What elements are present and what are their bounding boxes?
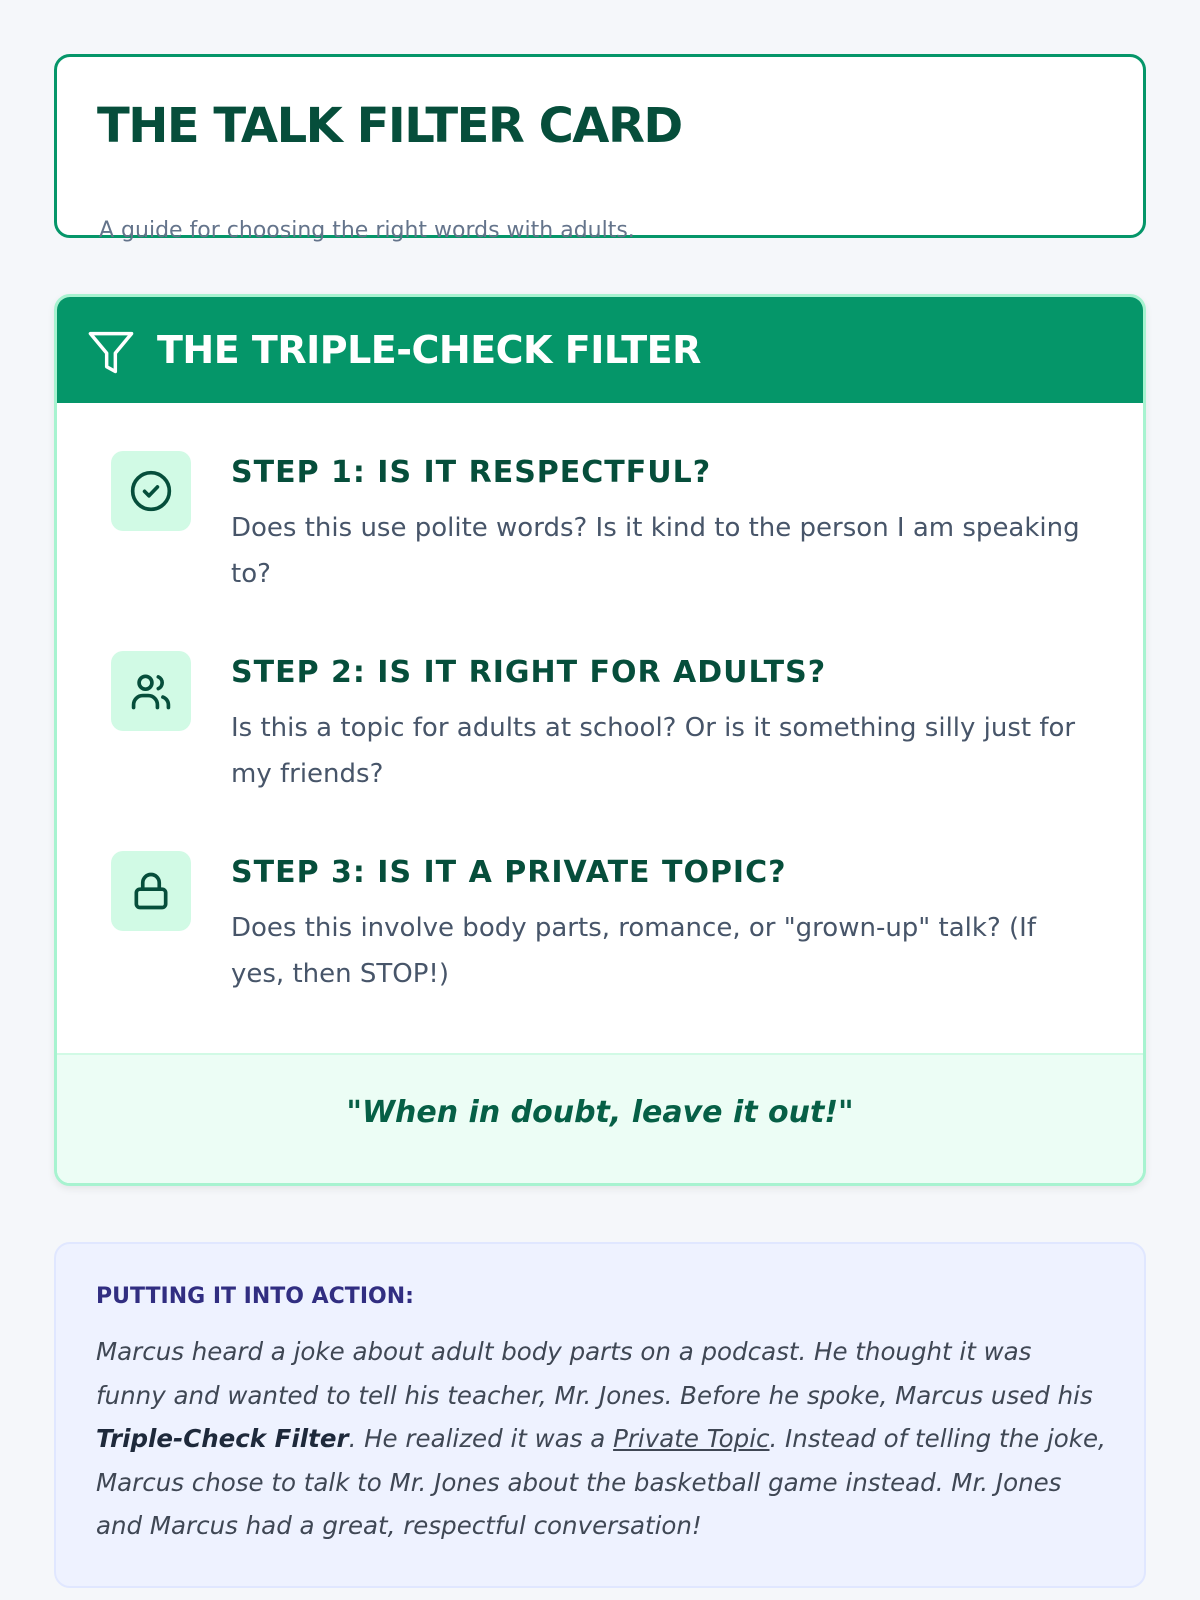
users-icon: [129, 669, 173, 713]
step-description: Does this involve body parts, romance, or "grown-up" talk? (If yes, then STOP!): [231, 913, 1036, 989]
action-heading: PUTTING IT INTO ACTION:: [96, 1284, 414, 1309]
step-description: Does this use polite words? Is it kind to the person I am speaking to?: [231, 513, 1080, 589]
step-icon-box: [111, 451, 191, 531]
check-circle-icon: [129, 469, 173, 513]
funnel-icon: [85, 326, 137, 378]
page-title: THE TALK FILTER CARD: [97, 98, 682, 154]
story-text: Marcus heard a joke about adult body parts on a podcast. He thought it was funny and wanted to tell his teacher, Mr. Jones. Before he spoke, Marcus used his: [96, 1337, 1093, 1410]
story-text: . Instead of telling the joke, Marcus chose to talk to Mr. Jones about the basketball game instead. Mr. Jones and Marcus had a great, respectful conversation!: [96, 1424, 1106, 1540]
triple-check-filter-card: [54, 294, 1146, 1186]
action-story: [96, 1330, 1108, 1548]
step-icon-box: [111, 851, 191, 931]
step-description: Is this a topic for adults at school? Or is it something silly just for my friends?: [231, 713, 1076, 789]
step-icon-box: [111, 651, 191, 731]
filter-title: THE TRIPLE-CHECK FILTER: [157, 328, 701, 372]
motto-quote: "When in doubt, leave it out!": [346, 1095, 854, 1130]
filter-header: [57, 297, 1143, 403]
title-card: [54, 54, 1146, 243]
step-title: STEP 1: IS IT RESPECTFUL?: [231, 455, 712, 490]
step-title: STEP 2: IS IT RIGHT FOR ADULTS?: [231, 655, 827, 690]
motto-band: [57, 1053, 1143, 1183]
story-underlined-term: Private Topic: [613, 1424, 770, 1453]
action-example-card: [54, 1242, 1146, 1588]
page-subtitle: A guide for choosing the right words with adults.: [99, 218, 635, 243]
story-text: . He realized it was a: [348, 1424, 614, 1453]
step-1: [57, 451, 1143, 611]
step-title: STEP 3: IS IT A PRIVATE TOPIC?: [231, 855, 787, 890]
step-2: [57, 651, 1143, 811]
step-3: [57, 851, 1143, 1011]
lock-icon: [129, 869, 173, 913]
story-bold-term: Triple-Check Filter: [96, 1424, 349, 1453]
